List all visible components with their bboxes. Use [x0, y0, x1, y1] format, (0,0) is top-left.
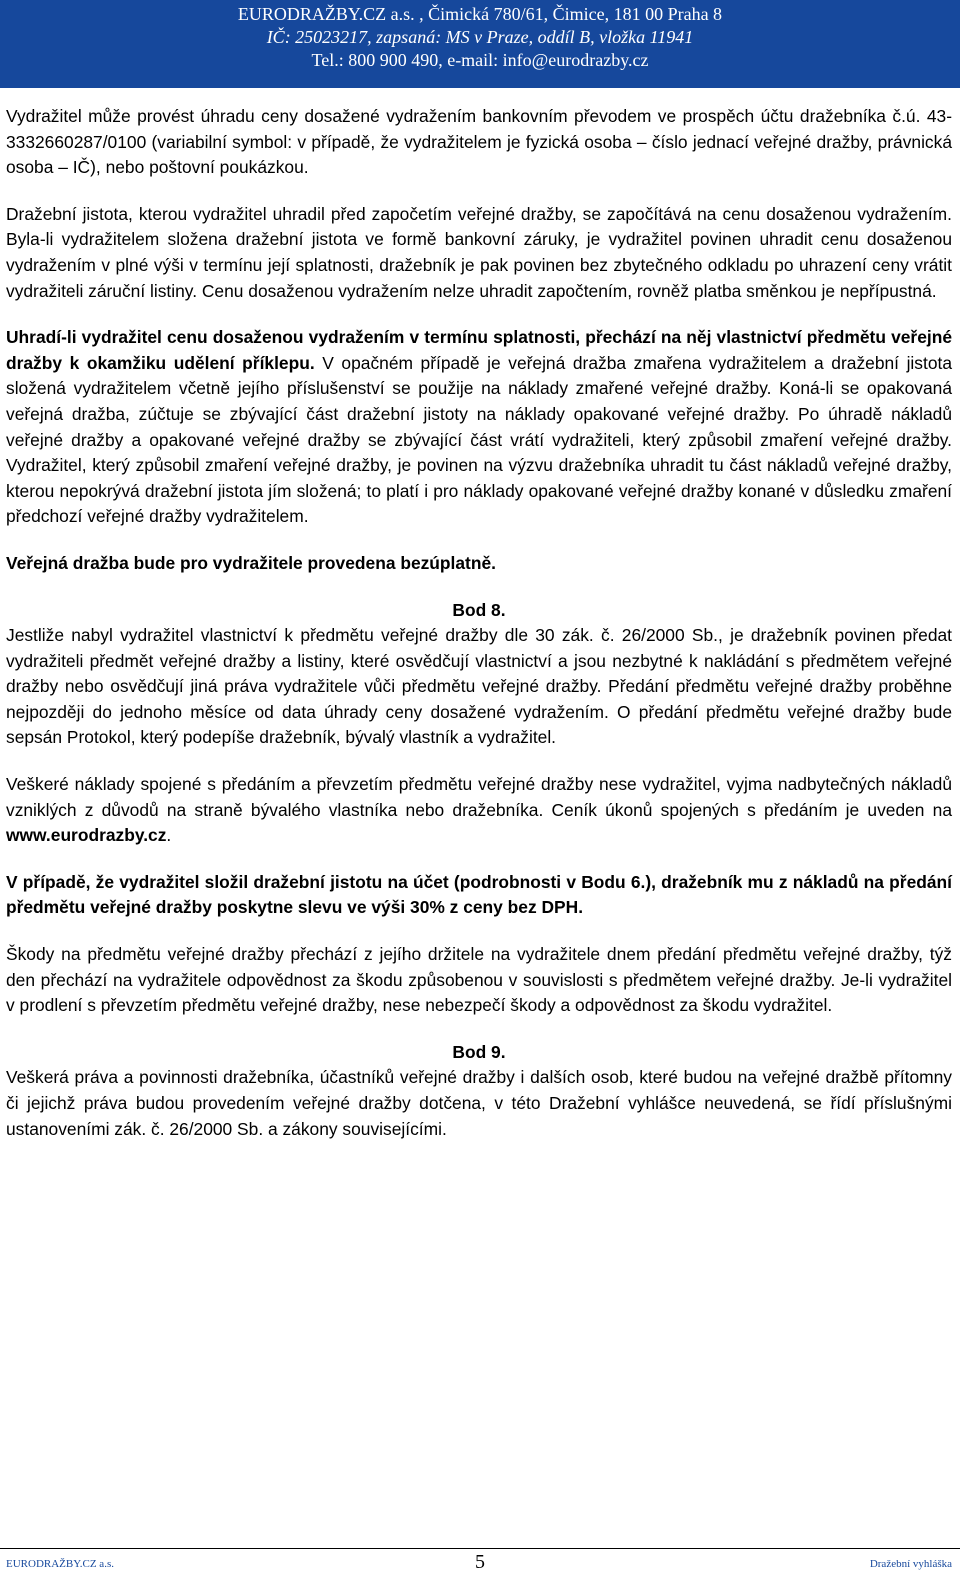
document-body: [6, 104, 952, 1142]
free-of-charge-bold: Veřejná dražba bude pro vydražitele provedena bezúplatně.: [6, 552, 496, 573]
paragraph-ownership-transfer: [6, 325, 952, 530]
company-address: EURODRAŽBY.CZ a.s. , Čimická 780/61, Čimice, 181 00 Praha 8: [237, 4, 723, 24]
ownership-transfer-bold: Uhradí-li vydražitel cenu dosaženou vydražením v termínu splatnosti, přechází na něj vlastnictví předmětu veřejné dražby k okamžiku udělení příklepu.: [6, 327, 952, 373]
section-heading-bod-9: Bod 9.: [452, 1041, 506, 1062]
ownership-transfer-rest: V opačném případě je veřejná dražba zmařena vydražitelem a dražební jistota složená vydražitelem včetně jejího příslušenství se použije na náklady zmařené veřejné dražby. Koná-li se opakovaná veřejná dražba, zúčtuje se zbývající část dražební jistoty na náklady opakované veřejné dražby. Po úhradě nákladů veřejné dražby a opakované veřejné dražby se zbývající část vrátí vydražiteli, který způsobil zmaření veřejné dražby. Vydražitel, který způsobil zmaření veřejné dražby, je povinen na výzvu dražebníka uhradit tu část nákladů veřejné dražby, kterou nepokrývá dražební jistota jím složená; to platí i pro náklady opakované veřejné dražby konané v důsledku zmaření předchozí veřejné dražby vydražitelem.: [6, 352, 953, 527]
paragraph-auction-deposit: Dražební jistota, kterou vydražitel uhradil před započetím veřejné dražby, se započítává na cenu dosaženou vydražením. Byla-li vydražitelem složena dražební jistota ve formě bankovní záruky, je vydražitel povinen uhradit cenu dosaženou vydražením v plné výši v termínu její splatnosti, dražebník je pak povinen bez zbytečného odkladu po uhrazení ceny vrátit vydražiteli záruční listiny. Cenu dosaženou vydražením nelze uhradit započtením, rovněž platba směnkou je nepřípustná.: [6, 203, 952, 301]
website-link[interactable]: www.eurodrazby.cz: [6, 825, 167, 846]
paragraph-handover-costs: [6, 772, 952, 849]
paragraph-free-of-charge: [6, 551, 952, 577]
handover-costs-text: Veškeré náklady spojené s předáním a převzetím předmětu veřejné dražby nese vydražitel, vyjma nadbytečných nákladů vzniklých z důvodů na straně bývalého vlastníka nebo dražebníka. Ceník úkonů spojených s předáním je uveden na: [6, 774, 952, 820]
page-footer: [0, 1548, 960, 1582]
paragraph-rights-obligations: Veškerá práva a povinnosti dražebníka, účastníků veřejné dražby i dalších osob, které budou na veřejné dražbě přítomny či jejichž práva budou provedením veřejné dražby dotčena, v této Dražební vyhlášce neuvedená, se řídí příslušnými ustanoveními zák. č. 26/2000 Sb. a zákony souvisejícími.: [6, 1067, 952, 1139]
section-heading-bod-8: Bod 8.: [452, 599, 506, 620]
paragraph-handover: Jestliže nabyl vydražitel vlastnictví k předmětu veřejné dražby dle 30 zák. č. 26/2000 Sb., je dražebník povinen předat vydražiteli předmět veřejné dražby a listiny, které osvědčují vlastnictví a jsou nezbytné k nakládání s předmětem veřejné dražby nebo osvědčují jiná práva vydražitele vůči předmětu veřejné dražby. Předání předmětu veřejné dražby proběhne nejpozději do jednoho měsíce od data úhrady ceny dosažené vydražením. O předání předmětu veřejné dražby bude sepsán Protokol, který podepíše dražebník, bývalý vlastník a vydražitel.: [6, 625, 952, 748]
handover-costs-end: .: [166, 825, 172, 846]
company-contact: Tel.: 800 900 490, e-mail: info@eurodrazby.cz: [311, 50, 649, 70]
footer-document-title: Dražební vyhláška: [869, 1558, 952, 1570]
discount-bold: V případě, že vydražitel složil dražební jistotu na účet (podrobnosti v Bodu 6.), dražebník mu z nákladů na předání předmětu veřejné dražby poskytne slevu ve výši 30% z ceny bez DPH.: [6, 871, 952, 918]
paragraph-damages: Škody na předmětu veřejné dražby přechází z jejího držitele na vydražitele dnem předání předmětu veřejné dražby, týž den přechází na vydražitele odpovědnost za škodu způsobenou v souvislosti s předmětem veřejné dražby. Je-li vydražitel v prodlení s převzetím předmětu veřejné dražby, nese nebezpečí škody a odpovědnost za škodu vydražitel.: [6, 944, 952, 1016]
company-registration: IČ: 25023217, zapsaná: MS v Praze, oddíl B, vložka 11941: [266, 27, 694, 47]
footer-company: EURODRAŽBY.CZ a.s.: [6, 1558, 114, 1570]
paragraph-discount: [6, 870, 952, 921]
paragraph-payment-method: Vydražitel může provést úhradu ceny dosažené vydražením bankovním převodem ve prospěch účtu dražebníka č.ú. 43-3332660287/0100 (variabilní symbol: v případě, že vydražitelem je fyzická osoba – číslo jednací veřejné dražby, právnická osoba – IČ), nebo poštovní poukázkou.: [6, 106, 952, 178]
letterhead: [0, 0, 960, 88]
page-number: 5: [475, 1551, 485, 1573]
